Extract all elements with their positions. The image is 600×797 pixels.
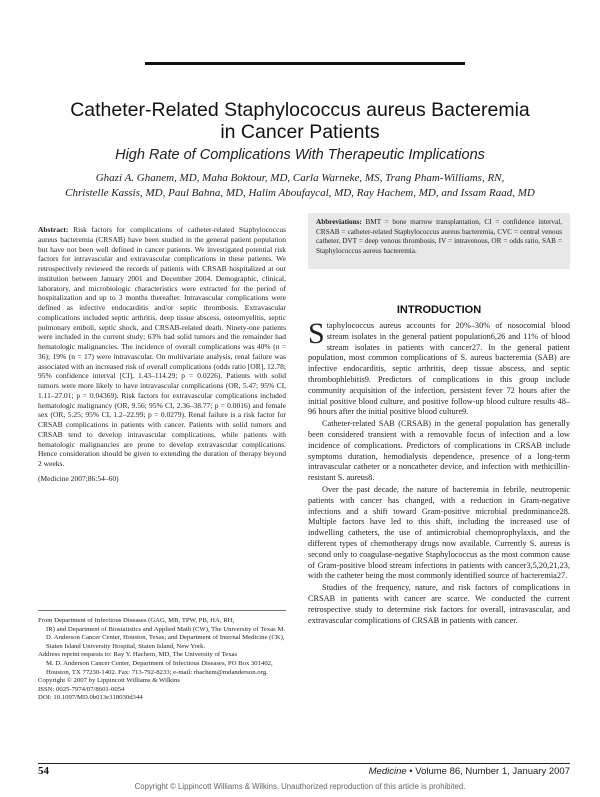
journal-name: Medicine: [368, 766, 407, 777]
doi-line: DOI: 10.1097/MD.0b013e318030d344: [38, 694, 143, 702]
journal-footer: [369, 766, 570, 777]
introduction-heading: INTRODUCTION: [396, 304, 482, 316]
intro-paragraph-1: [308, 317, 570, 418]
journal-info: • Volume 86, Number 1, January 2007: [409, 766, 570, 777]
abbreviations-box: [308, 213, 570, 269]
top-rule: [145, 62, 465, 65]
abbreviations-label: Abbreviations:: [316, 218, 362, 226]
issn-line: ISSN: 0025-7974/07/8601-0054: [38, 685, 125, 693]
reprint-requests: Address reprint requests to: Ray Y. Hachem, MD, The University of Texas: [38, 651, 238, 659]
copyright-line: Copyright © 2007 by Lippincott Williams & Wilkins: [38, 677, 180, 685]
intro-paragraph-4: Studies of the frequency, nature, and risk factors of complications in CRSAB in patients with cancer are scarce. We conducted the current retrospective study to determine risk factors for overall, intravascular, and extravascular complications of CRSAB in patients with cancer.: [308, 583, 570, 625]
intro-paragraph-3: Over the past decade, the nature of bacteremia in febrile, neutropenic patients with cancer has changed, with a reduction in Gram-negative infections and a shift toward Gram-positive microbial predominance28. Multiple factors have led to this shift, including the increased use of indwelling catheters, the use of antimicrobial chemoprophylaxis, and the different types of chemotherapy drugs now available. Currently S. aureus is second only to coagulase-negative Staphylococcus as the most common cause of Gram-positive blood stream infections in patients with cancer3,5,20,21,23, with the catheter being the most commonly identified source of bacteremia27.: [308, 484, 570, 581]
abbreviations-text: BMT = bone marrow transplantation, CI = confidence interval, CRSAB = catheter-related Staphylococcus aureus bacteremia, CVC = central venous catheter, DVT = deep venous thrombosis, IV = intravenous, OR = odds ratio, SAB = Staphylococcus aureus bacteremia.: [316, 218, 563, 255]
page-number: 54: [38, 765, 49, 777]
affiliation-from: From Department of Infectious Diseases (GAG, MB, TPW, PB, HA, RH,: [38, 617, 235, 624]
copyright-notice: Copyright © Lippincott Williams & Wilkins. Unauthorized reproduction of this article is prohibited.: [134, 782, 466, 791]
abstract-label: Abstract:: [38, 225, 69, 234]
intro-paragraph-2: Catheter-related SAB (CRSAB) in the general population has generally been considered transient with a removable focus of infection and a low incidence of complications. Predictors of complications in CRSAB include symptoms duration, hemodialysis dependence, presence of a long-term intravascular catheter or a noncatheter device, and infection with methicillin-resistant S. aureus8.: [308, 419, 570, 483]
article-title-line-2: in Cancer Patients: [220, 121, 380, 143]
abstract: [38, 225, 286, 484]
abstract-citation: (Medicine 2007;86:54–60): [38, 473, 119, 483]
reprint-requests-cont: M. D. Anderson Cancer Center, Department of Infectious Diseases, PO Box 301402, Houston, TX 77230-1402. Fax: 713-792-8233; e-mail: rhachem@mdanderson.org.: [46, 659, 273, 676]
affiliations: [38, 617, 288, 703]
article-title-line-1: Catheter-Related Staphylococcus aureus Bacteremia: [70, 99, 530, 121]
affiliation-rule: [38, 610, 286, 611]
drop-cap: S: [308, 317, 325, 350]
introduction-body: [308, 317, 570, 627]
affiliation-from-cont: IR) and Department of Biostatistics and Applied Math (CW), The University of Texas M. D. Anderson Cancer Center, Houston, Texas; and Department of Internal Medicine (CK), Staten Island University Hospital, Staten Island, New York.: [46, 625, 286, 650]
authors-line-2: Christelle Kassis, MD, Paul Bahna, MD, Halim Aboufaycal, MD, Ray Hachem, MD, and Issam Raad, MD: [65, 187, 535, 199]
abstract-text: Risk factors for complications of catheter-related Staphylococcus aureus bacteremia (CRSAB) have been studied in the general patient population but have not been well defined in cancer patients. We investigated potential risk factors for intravascular and extravascular complications in these patients. We retrospectively reviewed the records of patients with CRSAB hospitalized at our institution between January 2001 and December 2004. Demographic, clinical, laboratory, and microbiologic characteristics were extracted for the period of hospitalization and up to 3 months thereafter. Intravascular complications were defined as infective endocarditis and/or septic thrombosis. Extravascular complications included septic arthritis, deep tissue abscess, osteomyelitis, septic pulmonary emboli, septic shock, and CRSAB-related death. Ninety-one patients were included in the current study; 63% had solid tumors and the remainder had hematologic malignancies. The incidence of overall complications was 40% (n = 36); 19% (n = 17) were intravascular. On multivariate analysis, renal failure was associated with an increased risk of overall complications (odds ratio [OR], 12.78; 95% confidence interval [CI], 1.43–114.29; p = 0.0226). Patients with solid tumors were more likely to have intravascular complications (OR, 5.47; 95% CI, 1.11–27.01; p = 0.04369). Risk factors for extravascular complications included hematologic malignancy (OR, 9.56; 95% CI, 2.36–38.77; p = 0.0016) and female sex (OR, 5.25; 95% CI, 1.2–22.99; p = 0.0279). Renal failure is a risk factor for CRSAB complications in patients with cancer. Patients with solid tumors and CRSAB tend to develop intravascular complications, while patients with hematologic malignancies are prone to develop extravascular complications. Hence consideration should be given to extending the duration of therapy beyond 2 weeks.: [38, 225, 287, 468]
authors-line-1: Ghazi A. Ghanem, MD, Maha Boktour, MD, Carla Warneke, MS, Trang Pham-Williams, RN,: [95, 172, 505, 184]
article-subtitle: High Rate of Complications With Therapeutic Implications: [115, 147, 485, 163]
footer-rule: [38, 763, 570, 764]
intro-paragraph-1-text: taphylococcus aureus accounts for 20%–30% of nosocomial blood stream isolates in the general patient population6,26 and 11% of blood stream isolates in patients with cancer27. In the general patient population, most common complications of S. aureus bacteremia (SAB) are infective endocarditis, septic arthritis, deep tissue abscess, and septic thrombophlebitis9. Predictors of complications in this group include community acquisition of the infection, persistent fever 72 hours after the initial positive blood culture, and positive follow-up blood culture results 48–96 hours after the initial positive blood culture9.: [308, 321, 570, 417]
